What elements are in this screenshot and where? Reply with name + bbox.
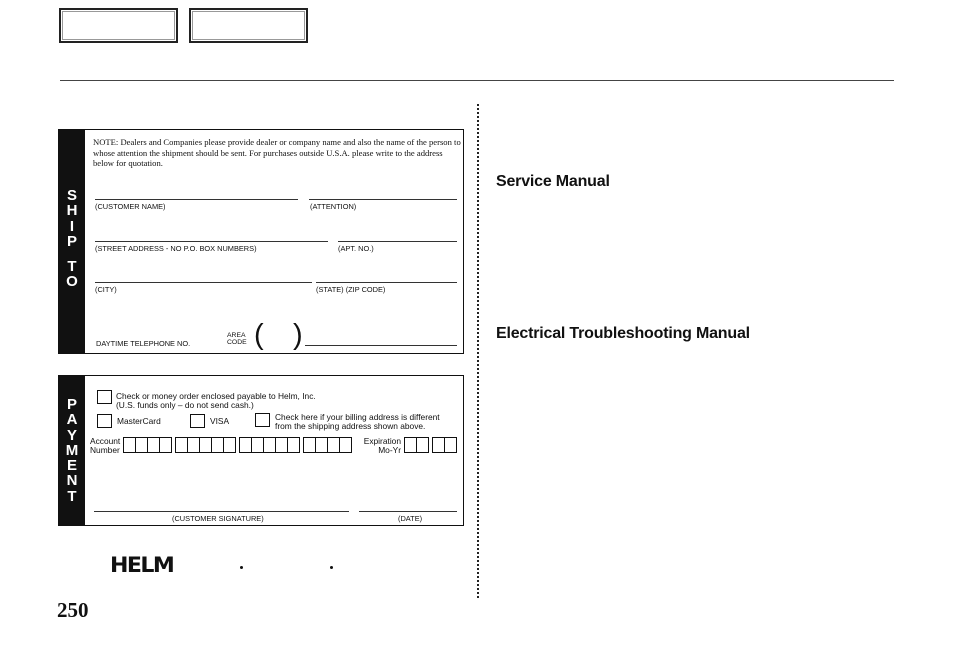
payment-letter: T — [67, 487, 77, 505]
apt-no-field[interactable] — [338, 241, 457, 242]
area-code-line-1: AREA — [227, 332, 246, 339]
city-field[interactable] — [95, 282, 312, 283]
ship-letter: I — [69, 217, 75, 235]
ship-letter: T — [67, 258, 77, 276]
visa-checkbox[interactable] — [190, 414, 205, 428]
account-number-label — [90, 437, 120, 454]
mastercard-checkbox[interactable] — [97, 414, 112, 428]
area-code-label — [227, 332, 247, 346]
ship-letter: O — [66, 273, 78, 291]
ship-letter: P — [66, 232, 77, 250]
billing-address-checkbox[interactable] — [255, 413, 270, 427]
ship-to-sidebar — [59, 130, 85, 353]
payment-sidebar — [59, 376, 85, 525]
check-money-order-line-2: (U.S. funds only – do not send cash.) — [116, 399, 254, 410]
payment-letter: N — [66, 472, 78, 490]
helm-logo: HELM — [110, 553, 174, 577]
visa-label: VISA — [210, 416, 230, 426]
state-zip-label: (STATE) (ZIP CODE) — [316, 285, 386, 294]
date-field[interactable] — [359, 511, 457, 512]
ship-to-form — [58, 129, 464, 354]
street-address-field[interactable] — [95, 241, 328, 242]
payment-vertical-label — [59, 397, 85, 504]
payment-letter: Y — [66, 426, 77, 444]
payment-form — [58, 375, 464, 526]
check-money-order-label — [116, 392, 316, 409]
page-number: 250 — [57, 598, 89, 622]
payment-letter: E — [66, 457, 77, 475]
city-label: (CITY) — [95, 285, 117, 294]
address-separator-bullet — [240, 566, 243, 569]
cut-line-dotted — [477, 104, 479, 598]
payment-letter: M — [65, 441, 79, 459]
customer-signature-field[interactable] — [94, 511, 349, 512]
address-separator-bullet — [330, 566, 333, 569]
billing-address-label — [275, 413, 440, 430]
daytime-phone-label: DAYTIME TELEPHONE NO. — [96, 339, 191, 348]
payment-letter: P — [66, 396, 77, 413]
customer-name-field[interactable] — [95, 199, 298, 200]
expiration-line-2: Mo-Yr — [378, 444, 401, 455]
service-manual-heading: Service Manual — [496, 173, 610, 190]
attention-label: (ATTENTION) — [310, 202, 357, 211]
expiration-boxes[interactable] — [404, 437, 460, 453]
date-label: (DATE) — [398, 514, 423, 523]
attention-field[interactable] — [309, 199, 457, 200]
ship-to-note: NOTE: Dealers and Companies please provide dealer or company name and also the name of the person to whose attention the shipment should be sent. For purchases outside U.S.A. please write to the address below for quotation. — [93, 137, 461, 168]
billing-address-line-2: from the shipping address shown above. — [275, 420, 426, 431]
nav-tab-button-2[interactable] — [189, 8, 308, 43]
billing-address-line-1: Check here if your billing address is different — [275, 412, 440, 422]
account-number-boxes[interactable] — [123, 437, 355, 453]
state-zip-field[interactable] — [316, 282, 457, 283]
street-address-label: (STREET ADDRESS - NO P.O. BOX NUMBERS) — [95, 244, 257, 253]
check-money-order-checkbox[interactable] — [97, 390, 112, 404]
expiration-line-1: Expiration — [363, 436, 401, 446]
ship-letter: S — [66, 187, 77, 204]
area-code-close-paren: ) — [293, 319, 303, 351]
electrical-troubleshooting-heading: Electrical Troubleshooting Manual — [496, 325, 750, 342]
customer-name-label: (CUSTOMER NAME) — [95, 202, 166, 211]
ship-to-vertical-label — [59, 188, 85, 290]
apt-no-label: (APT. NO.) — [338, 244, 374, 253]
header-divider — [60, 80, 894, 81]
nav-tab-button-1[interactable] — [59, 8, 178, 43]
customer-signature-label: (CUSTOMER SIGNATURE) — [172, 514, 264, 523]
expiration-label — [359, 437, 401, 454]
mastercard-label: MasterCard — [117, 416, 161, 426]
ship-letter: H — [66, 202, 78, 220]
account-label-line-1: Account — [90, 436, 121, 446]
area-code-open-paren: ( — [254, 319, 264, 351]
check-money-order-line-1: Check or money order enclosed payable to Helm, Inc. — [116, 391, 316, 401]
account-label-line-2: Number — [90, 444, 120, 455]
payment-letter: A — [66, 411, 78, 429]
phone-number-field[interactable] — [305, 345, 457, 346]
area-code-line-2: CODE — [227, 339, 247, 346]
